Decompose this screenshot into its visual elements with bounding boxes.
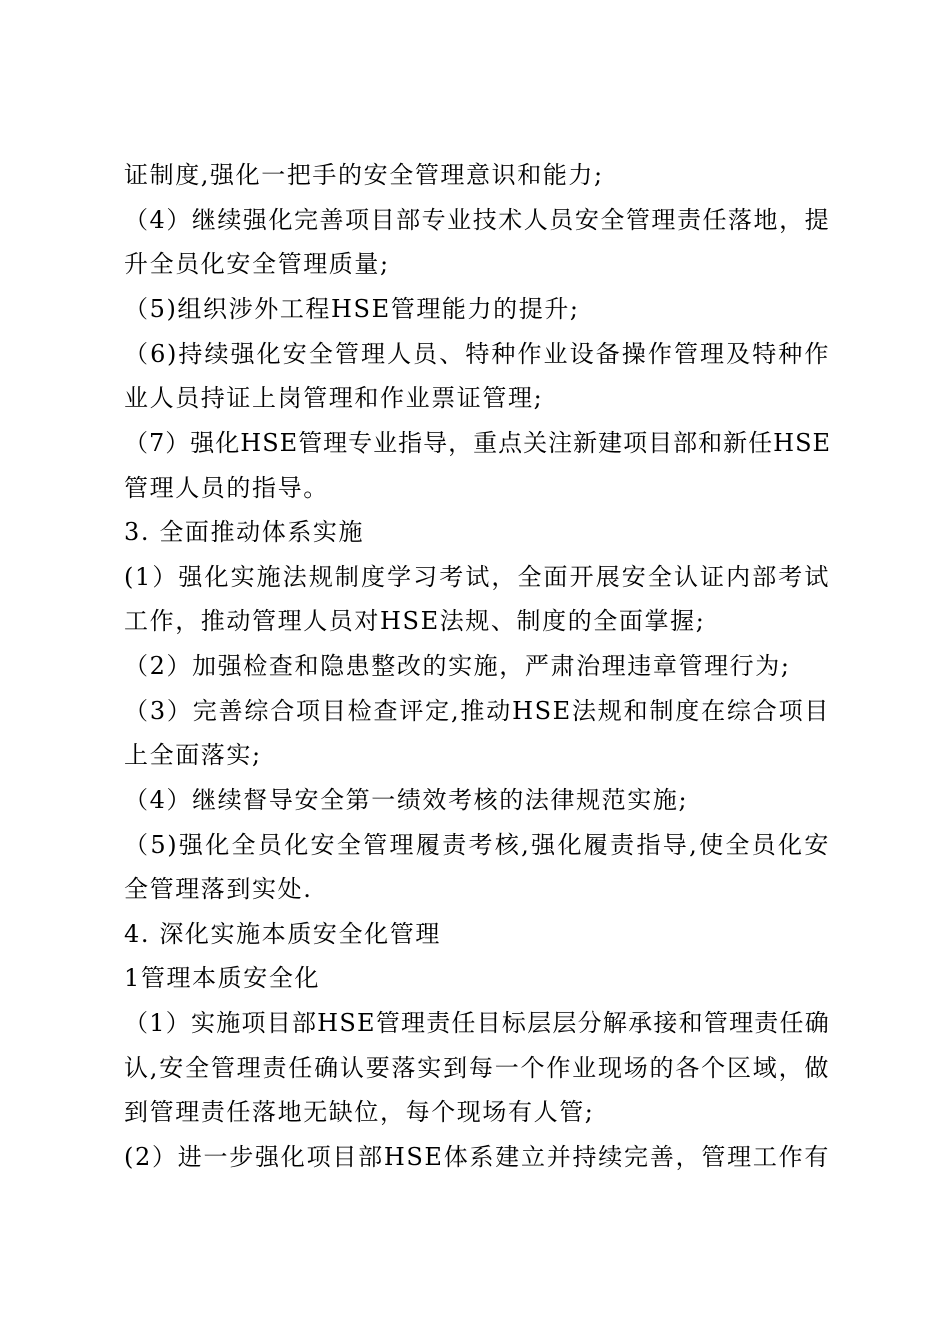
subsection-heading-1: 1管理本质安全化 bbox=[124, 964, 321, 992]
text-line-10: (1）强化实施法规制度学习考试，全面开展安全认证内部考试 bbox=[124, 563, 830, 591]
text-line-5: （6)持续强化安全管理人员、特种作业设备操作管理及特种作 bbox=[124, 340, 830, 368]
section-heading-4: 4. 深化实施本质安全化管理 bbox=[124, 920, 441, 948]
text-line-3: 升全员化安全管理质量; bbox=[124, 250, 390, 278]
text-line-14: 上全面落实; bbox=[124, 741, 262, 769]
text-line-2: （4）继续强化完善项目部专业技术人员安全管理责任落地，提 bbox=[124, 206, 830, 234]
text-line-17: 全管理落到实处. bbox=[124, 875, 313, 903]
text-line-11: 工作，推动管理人员对HSE法规、制度的全面掌握; bbox=[124, 607, 706, 635]
text-line-12: （2）加强检查和隐患整改的实施，严肃治理违章管理行为; bbox=[124, 652, 791, 680]
text-line-22: 到管理责任落地无缺位，每个现场有人管; bbox=[124, 1098, 595, 1126]
text-line-8: 管理人员的指导。 bbox=[124, 474, 329, 502]
text-line-1: 证制度,强化一把手的安全管理意识和能力; bbox=[124, 161, 604, 189]
text-line-4: （5)组织涉外工程HSE管理能力的提升; bbox=[124, 295, 580, 323]
text-line-6: 业人员持证上岗管理和作业票证管理; bbox=[124, 384, 544, 412]
text-line-20: （1）实施项目部HSE管理责任目标层层分解承接和管理责任确 bbox=[124, 1009, 830, 1037]
text-line-23: (2）进一步强化项目部HSE体系建立并持续完善，管理工作有 bbox=[124, 1143, 830, 1171]
text-line-16: （5)强化全员化安全管理履责考核,强化履责指导,使全员化安 bbox=[124, 831, 830, 859]
text-line-13: （3）完善综合项目检查评定,推动HSE法规和制度在综合项目 bbox=[124, 697, 830, 725]
text-line-15: （4）继续督导安全第一绩效考核的法律规范实施; bbox=[124, 786, 689, 814]
text-line-7: （7）强化HSE管理专业指导，重点关注新建项目部和新任HSE bbox=[124, 429, 832, 457]
section-heading-3: 3. 全面推动体系实施 bbox=[124, 518, 365, 546]
text-line-21: 认,安全管理责任确认要落实到每一个作业现场的各个区域，做 bbox=[124, 1054, 830, 1082]
